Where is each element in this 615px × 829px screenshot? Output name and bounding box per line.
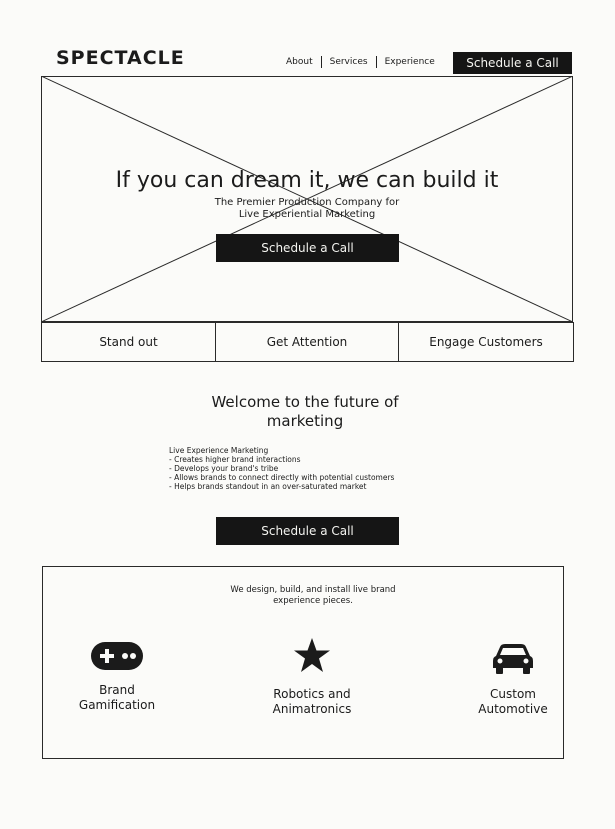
- welcome-schedule-call-button[interactable]: Schedule a Call: [216, 517, 399, 545]
- nav-services[interactable]: Services: [329, 57, 368, 67]
- star-icon: [293, 637, 331, 675]
- top-nav: [286, 56, 435, 68]
- nav-divider: [376, 56, 377, 68]
- service-label-line: Brand: [99, 683, 135, 697]
- hero-subtitle: [201, 197, 413, 221]
- welcome-heading-line: marketing: [266, 412, 344, 430]
- service-robotics-animatronics[interactable]: [252, 637, 372, 717]
- list-item: - Creates higher brand interactions: [169, 455, 301, 464]
- tab-engage-customers[interactable]: Engage Customers: [398, 323, 573, 361]
- service-brand-gamification[interactable]: [67, 641, 167, 713]
- welcome-heading-line: Welcome to the future of: [211, 393, 399, 411]
- nav-about[interactable]: About: [286, 57, 313, 67]
- header-schedule-call-button[interactable]: Schedule a Call: [453, 52, 572, 74]
- list-item: - Develops your brand's tribe: [169, 464, 279, 473]
- nav-divider: [321, 56, 322, 68]
- service-label-line: Animatronics: [272, 702, 352, 716]
- car-icon: [492, 643, 534, 675]
- services-intro-line: experience pieces.: [273, 596, 353, 606]
- services-panel: [42, 566, 564, 759]
- service-label-line: Gamification: [78, 698, 156, 712]
- service-custom-automotive[interactable]: [463, 643, 563, 717]
- hero-subtitle-line: The Premier Production Company for: [214, 197, 400, 208]
- hero-image-placeholder: [41, 76, 573, 322]
- hero-subtitle-line: Live Experiential Marketing: [238, 209, 376, 220]
- service-label-line: Custom: [490, 687, 536, 701]
- logo[interactable]: SPECTACLE: [56, 47, 185, 69]
- welcome-heading: [180, 393, 430, 431]
- list-item: - Helps brands standout in an over-saturated market: [169, 482, 367, 491]
- feature-tabs: [41, 322, 574, 362]
- service-label-line: Robotics and: [273, 687, 351, 701]
- services-intro: [193, 585, 433, 607]
- services-intro-line: We design, build, and install live brand: [230, 585, 396, 595]
- benefits-list: [169, 446, 394, 491]
- list-item: - Allows brands to connect directly with potential customers: [169, 473, 395, 482]
- benefits-list-heading: Live Experience Marketing: [169, 446, 269, 455]
- hero-schedule-call-button[interactable]: Schedule a Call: [216, 234, 399, 262]
- service-label-line: Automotive: [478, 702, 548, 716]
- nav-experience[interactable]: Experience: [384, 57, 435, 67]
- tab-stand-out[interactable]: Stand out: [99, 335, 158, 349]
- tab-get-attention[interactable]: Get Attention: [215, 323, 398, 361]
- gamepad-icon: [90, 641, 144, 671]
- hero-title: If you can dream it, we can build it: [115, 168, 499, 193]
